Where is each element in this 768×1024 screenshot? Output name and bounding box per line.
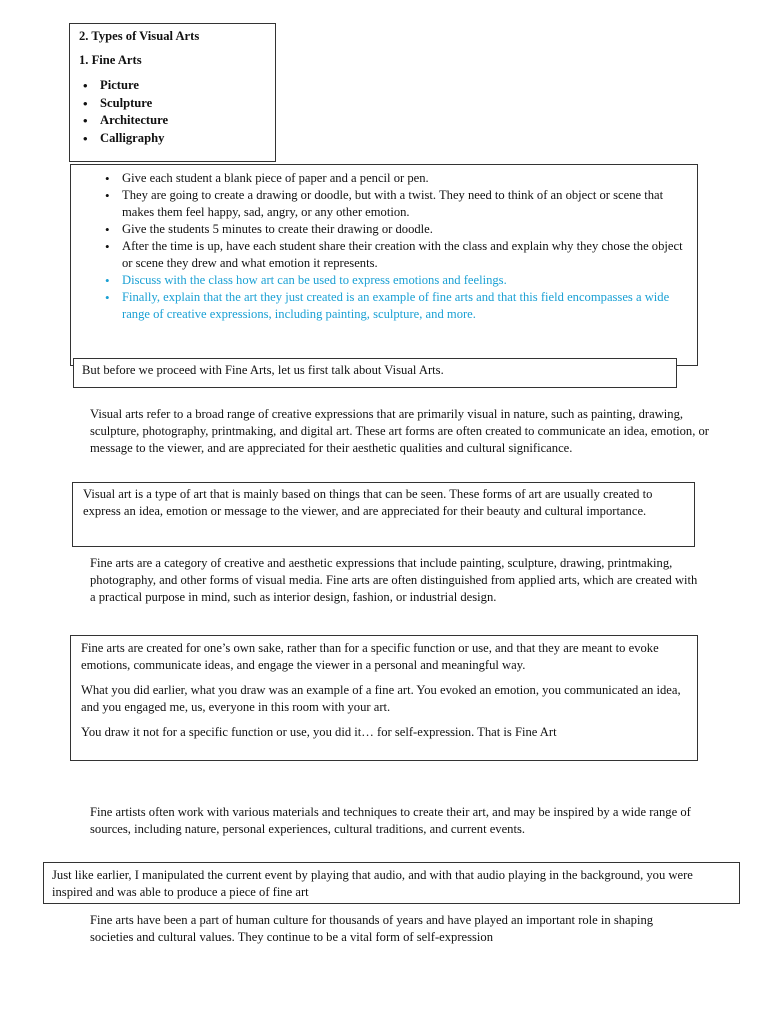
fine-arts-list [79, 77, 266, 147]
list-item-highlight: • Finally, explain that the art they just created is an example of fine arts and that this field encompasses a wide range of creative expressions, including painting, sculpture, and more. [101, 289, 683, 323]
fine-arts-definition: Fine arts are a category of creative and aesthetic expressions that include painting, sculpture, drawing, printmaking, photography, and other forms of visual media. Fine arts are often distinguished from applied arts, which are created with a practical purpose in mind, such as interior design, fashion, or industrial design. [90, 556, 698, 604]
visual-art-text: Visual art is a type of art that is mainly based on things that can be seen. These forms of art are usually created to express an idea, emotion or message to the viewer, and are appreciated for their beauty and cultural importance. [83, 487, 653, 518]
history-paragraph: Fine arts have been a part of human culture for thousands of years and have played an important role in shaping societies and cultural values. They continue to be a vital form of self-expression [90, 913, 654, 944]
fine-arts-explanation-3: You draw it not for a specific function or use, you did it… for self-expression. That is Fine Art [81, 725, 557, 739]
fine-arts-explanation-2: What you did earlier, what you draw was an example of a fine art. You evoked an emotion, you communicated an idea, and you engaged me, us, everyone in this room with your art. [81, 683, 681, 714]
list-item: • Calligraphy [79, 130, 266, 147]
visual-arts-definition: Visual arts refer to a broad range of creative expressions that are primarily visual in nature, such as painting, drawing, sculpture, photography, printmaking, and digital art. These art forms are often created to communicate an idea, emotion, or message to the viewer, and are appreciated for their aesthetic qualities and cultural significance. [90, 407, 709, 455]
fine-artists-paragraph: Fine artists often work with various materials and techniques to create their art, and may be inspired by a wide range of sources, including nature, personal experiences, cultural traditions, and current events. [90, 805, 691, 836]
list-item: • After the time is up, have each student share their creation with the class and explain why they chose the object or scene they drew and what emotion it represents. [101, 238, 683, 272]
fine-arts-explanation-box [70, 635, 698, 761]
activity-steps-list [101, 170, 683, 323]
subsection-title: 1. Fine Arts [79, 53, 142, 67]
list-item: • Sculpture [79, 95, 266, 112]
audio-box [43, 862, 740, 904]
types-of-visual-arts-box [69, 23, 276, 162]
visual-art-box [72, 482, 695, 547]
list-item-highlight: • Discuss with the class how art can be used to express emotions and feelings. [101, 272, 683, 289]
list-item: • Give each student a blank piece of paper and a pencil or pen. [101, 170, 683, 187]
list-item: • Give the students 5 minutes to create their drawing or doodle. [101, 221, 683, 238]
activity-box [70, 164, 698, 366]
transition-box [73, 358, 677, 388]
list-item: • Architecture [79, 112, 266, 129]
list-item: • They are going to create a drawing or doodle, but with a twist. They need to think of an object or scene that makes them feel happy, sad, angry, or any other emotion. [101, 187, 683, 221]
audio-text: Just like earlier, I manipulated the current event by playing that audio, and with that audio playing in the background, you were inspired and was able to produce a piece of fine art [52, 868, 693, 899]
section-title: 2. Types of Visual Arts [79, 29, 200, 43]
transition-text: But before we proceed with Fine Arts, let us first talk about Visual Arts. [82, 363, 444, 377]
fine-arts-explanation-1: Fine arts are created for one’s own sake, rather than for a specific function or use, and that they are meant to evoke emotions, communicate ideas, and engage the viewer in a personal and meaningful way. [81, 641, 659, 672]
list-item: • Picture [79, 77, 266, 94]
